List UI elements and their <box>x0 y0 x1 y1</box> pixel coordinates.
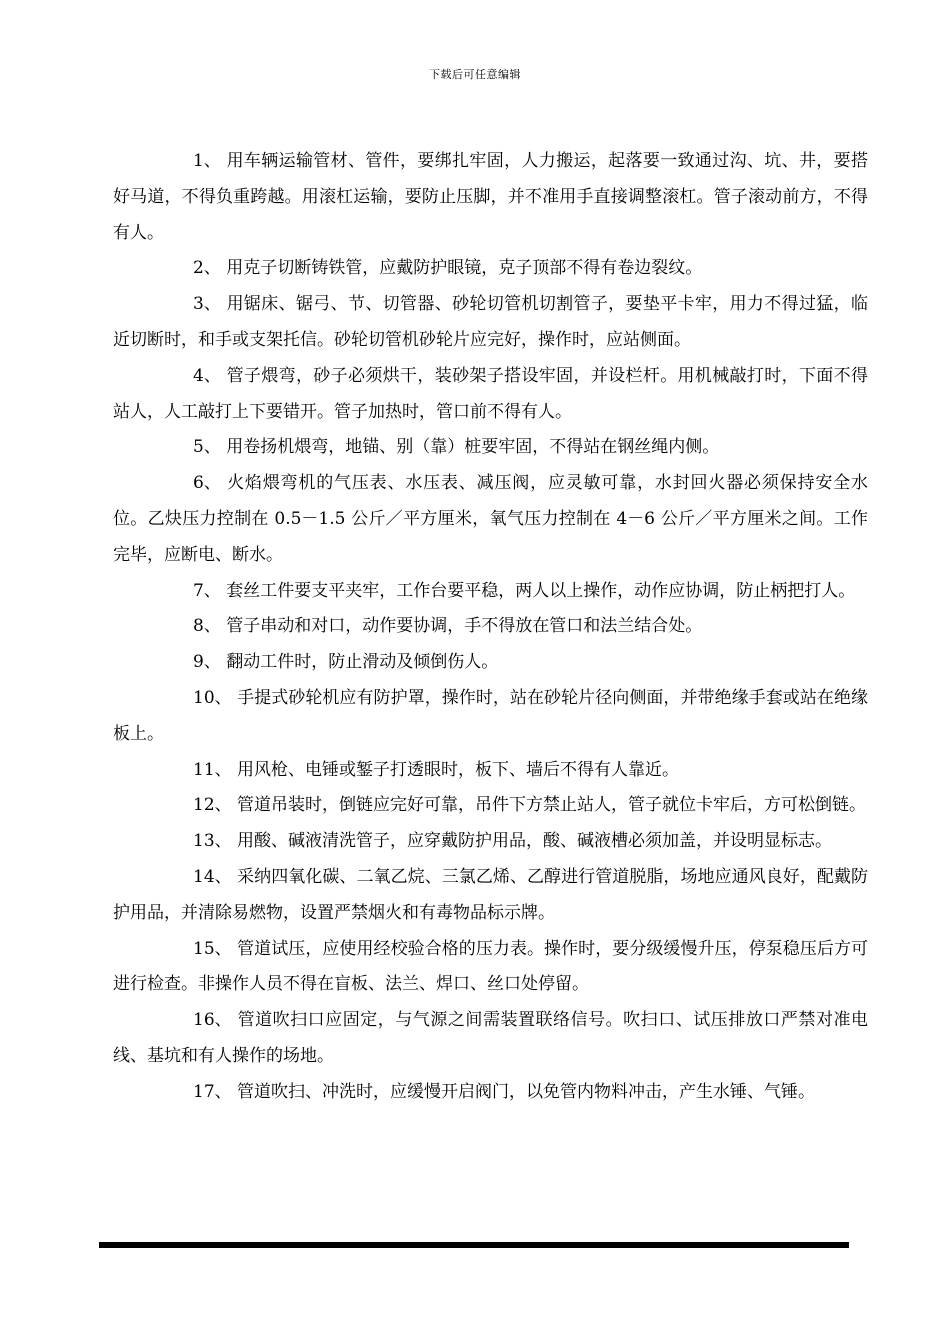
paragraph-3 <box>113 287 868 359</box>
document-body <box>113 144 868 1111</box>
paragraph-number: 17、 <box>193 1081 232 1102</box>
paragraph-text: 管道吹扫口应固定，与气源之间需装置联络信号。吹扫口、试压排放口严禁对准电线、基坑和有人操作的场地。 <box>113 1010 869 1066</box>
paragraph-number: 10、 <box>193 687 232 708</box>
paragraph-number: 4、 <box>193 365 221 386</box>
paragraph-2 <box>113 251 868 287</box>
paragraph-text: 翻动工件时，防止滑动及倾倒伤人。 <box>226 652 499 673</box>
paragraph-1 <box>113 144 868 251</box>
paragraph-15 <box>113 932 868 1004</box>
paragraph-text: 采纳四氧化碳、二氧乙烷、三氯乙烯、乙醇进行管道脱脂，场地应通风良好，配戴防护用品，并清除易燃物，设置严禁烟火和有毒物品标示牌。 <box>113 866 869 923</box>
paragraph-16 <box>113 1003 868 1075</box>
paragraph-number: 15、 <box>193 938 232 959</box>
paragraph-13 <box>113 824 868 860</box>
paragraph-text: 用锯床、锯弓、节、切管器、砂轮切管机切割管子，要垫平卡牢，用力不得过猛，临近切断时，和手或支架托信。砂轮切管机砂轮片应完好，操作时，应站侧面。 <box>113 294 868 350</box>
paragraph-text: 用卷扬机煨弯，地锚、别（靠）桩要牢固，不得站在钢丝绳内侧。 <box>226 437 720 458</box>
paragraph-number: 14、 <box>193 866 232 887</box>
paragraph-8 <box>113 609 868 645</box>
paragraph-6 <box>113 466 868 573</box>
paragraph-text: 手提式砂轮机应有防护罩，操作时，站在砂轮片径向侧面，并带绝缘手套或站在绝缘板上。 <box>113 687 869 744</box>
page-header-note: 下载后可任意编辑 <box>429 68 521 81</box>
paragraph-12 <box>113 788 868 824</box>
paragraph-number: 16、 <box>193 1010 232 1031</box>
paragraph-text: 用酸、碱液清洗管子，应穿戴防护用品，酸、碱液槽必须加盖，并设明显标志。 <box>237 831 833 852</box>
paragraph-number: 12、 <box>193 795 232 816</box>
paragraph-number: 8、 <box>193 616 221 637</box>
paragraph-text: 管子串动和对口，动作要协调，手不得放在管口和法兰结合处。 <box>226 616 703 637</box>
paragraph-text: 管子煨弯，砂子必须烘干，装砂架子搭设牢固，并设栏杆。用机械敲打时，下面不得站人，人工敲打上下要错开。管子加热时，管口前不得有人。 <box>113 365 868 422</box>
paragraph-10 <box>113 681 868 753</box>
paragraph-7 <box>113 574 868 610</box>
paragraph-number: 5、 <box>193 437 221 458</box>
paragraph-text: 套丝工件要支平夹牢，工作台要平稳，两人以上操作，动作应协调，防止柄把打人。 <box>226 580 856 601</box>
paragraph-text: 管道吹扫、冲洗时，应缓慢开启阀门，以免管内物料冲击，产生水锤、气锤。 <box>237 1081 816 1102</box>
paragraph-number: 1、 <box>193 151 221 171</box>
paragraph-number: 7、 <box>193 580 221 601</box>
paragraph-4 <box>113 359 868 431</box>
paragraph-text: 用车辆运输管材、管件，要绑扎牢固，人力搬运，起落要一致通过沟、坑、井，要搭好马道，不得负重跨越。用滚杠运输，要防止压脚，并不准用手直接调整滚杠。管子滚动前方，不得有人。 <box>113 151 868 243</box>
paragraph-number: 13、 <box>193 831 232 852</box>
paragraph-number: 3、 <box>193 294 221 315</box>
paragraph-9 <box>113 645 868 681</box>
paragraph-number: 9、 <box>193 652 221 673</box>
paragraph-17 <box>113 1075 868 1111</box>
paragraph-5 <box>113 430 868 466</box>
footer-divider <box>99 1242 849 1248</box>
paragraph-text: 管道试压，应使用经校验合格的压力表。操作时，要分级缓慢升压，停泵稳压后方可进行检查。非操作人员不得在盲板、法兰、焊口、丝口处停留。 <box>113 938 869 995</box>
paragraph-11 <box>113 753 868 789</box>
paragraph-14 <box>113 860 868 932</box>
paragraph-number: 11、 <box>193 759 232 780</box>
paragraph-text: 管道吊装时，倒链应完好可靠，吊件下方禁止站人，管子就位卡牢后，方可松倒链。 <box>237 795 867 816</box>
paragraph-text: 用风枪、电锤或錾子打透眼时，板下、墙后不得有人靠近。 <box>237 759 680 780</box>
paragraph-number: 6、 <box>193 473 221 494</box>
paragraph-text: 火焰煨弯机的气压表、水压表、减压阀，应灵敏可靠，水封回火器必须保持安全水位。乙炔压力控制在 0.5－1.5 公斤／平方厘米，氧气压力控制在 4－6 公斤／平方厘米之间。工作完毕，应断电、断水。 <box>113 473 868 565</box>
paragraph-text: 用克子切断铸铁管，应戴防护眼镜，克子顶部不得有卷边裂纹。 <box>226 258 703 279</box>
paragraph-number: 2、 <box>193 258 221 279</box>
